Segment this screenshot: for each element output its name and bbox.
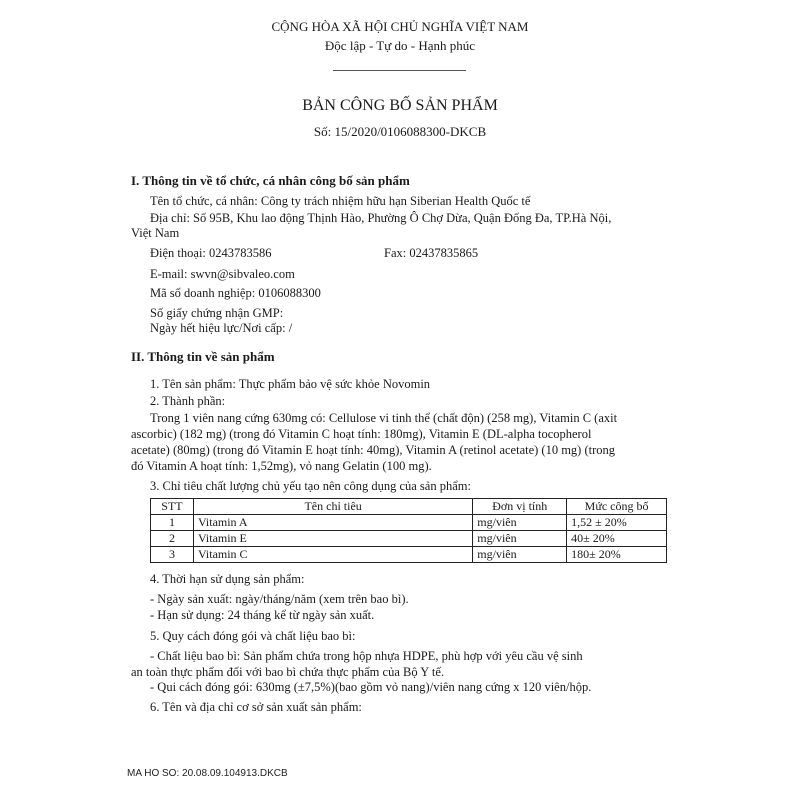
document-title: BẢN CÔNG BỐ SẢN PHẨM [302, 97, 498, 114]
table-header-cell: Đơn vị tính [473, 499, 567, 515]
fax: Fax: 02437835865 [384, 246, 479, 260]
table-header-cell: STT [151, 499, 194, 515]
address-line2: Việt Nam [131, 226, 180, 240]
table-header-row [151, 499, 667, 515]
manufacturer-label: 6. Tên và địa chỉ cơ sở sản xuất sản phẩm: [150, 700, 362, 714]
composition-label: 2. Thành phần: [150, 394, 226, 408]
quality-criteria-table [150, 498, 667, 563]
composition-line: đó Vitamin A hoạt tính: 1,52mg), vỏ nang Gelatin (100 mg). [131, 459, 432, 473]
shelf-life: - Hạn sử dụng: 24 tháng kể từ ngày sản xuất. [150, 608, 375, 622]
table-cell: 2 [151, 531, 194, 547]
address-line1: Địa chỉ: Số 95B, Khu lao động Thịnh Hào, Phường Ô Chợ Dừa, Quận Đống Đa, TP.Hà Nội, [150, 211, 612, 225]
motto: Độc lập - Tự do - Hạnh phúc [324, 38, 476, 53]
table-cell: 1 [151, 515, 194, 531]
shelf-life-label: 4. Thời hạn sử dụng sản phẩm: [150, 572, 305, 586]
table-cell: mg/viên [473, 531, 567, 547]
table-cell: 1,52 ± 20% [567, 515, 667, 531]
section1-heading: I. Thông tin về tổ chức, cá nhân công bố sản phẩm [131, 173, 410, 188]
table-header-cell: Tên chỉ tiêu [193, 499, 472, 515]
tax-id: Mã số doanh nghiệp: 0106088300 [150, 286, 321, 300]
document-number: Số: 15/2020/0106088300-DKCB [313, 124, 487, 139]
composition-line: Trong 1 viên nang cứng 630mg có: Cellulose vi tinh thể (chất độn) (258 mg), Vitamin C (axit [150, 411, 618, 425]
phone: Điện thoại: 0243783586 [150, 246, 272, 260]
packaging-material-line2: an toàn thực phẩm đối với bao bì chứa thực phẩm của Bộ Y tế. [131, 665, 445, 679]
table-cell: 40± 20% [567, 531, 667, 547]
section2-heading: II. Thông tin về sản phẩm [131, 349, 275, 364]
expiry-issuer: Ngày hết hiệu lực/Nơi cấp: / [150, 321, 293, 335]
table-cell: 3 [151, 547, 194, 563]
composition-line: ascorbic) (182 mg) (trong đó Vitamin C hoạt tính: 180mg), Vitamin E (DL-alpha tocopherol [131, 427, 592, 441]
table-row [151, 515, 667, 531]
gmp-cert: Số giấy chứng nhận GMP: [150, 306, 284, 320]
org-name: Tên tổ chức, cá nhân: Công ty trách nhiệm hữu hạn Siberian Health Quốc tế [150, 194, 531, 208]
packaging-label: 5. Quy cách đóng gói và chất liệu bao bì: [150, 629, 356, 643]
packaging-material-line1: - Chất liệu bao bì: Sản phẩm chứa trong hộp nhựa HDPE, phù hợp với yêu cầu vệ sinh [150, 649, 583, 663]
country-header: CỘNG HÒA XÃ HỘI CHỦ NGHĨA VIỆT NAM [271, 19, 529, 34]
table-row [151, 531, 667, 547]
table-cell: 180± 20% [567, 547, 667, 563]
table-cell: mg/viên [473, 515, 567, 531]
product-name: 1. Tên sản phẩm: Thực phẩm bảo vệ sức khỏe Novomin [150, 377, 431, 391]
table-row [151, 547, 667, 563]
table-cell: Vitamin A [193, 515, 472, 531]
record-code: MA HO SO: 20.08.09.104913.DKCB [127, 768, 288, 779]
packing-spec: - Qui cách đóng gói: 630mg (±7,5%)(bao gồm vỏ nang)/viên nang cứng x 120 viên/hộp. [150, 680, 592, 694]
email: E-mail: swvn@sibvaleo.com [150, 267, 295, 281]
table-cell: Vitamin C [193, 547, 472, 563]
table-cell: Vitamin E [193, 531, 472, 547]
manufacture-date: - Ngày sản xuất: ngày/tháng/năm (xem trên bao bì). [150, 592, 409, 606]
header-divider [333, 70, 466, 71]
table-cell: mg/viên [473, 547, 567, 563]
quality-criteria-label: 3. Chỉ tiêu chất lượng chủ yếu tạo nên công dụng của sản phẩm: [150, 479, 471, 493]
table-header-cell: Mức công bố [567, 499, 667, 515]
composition-line: acetate) (80mg) (trong đó Vitamin E hoạt tính: 40mg), Vitamin A (retinol acetate) (10 mg) (trong [131, 443, 616, 457]
